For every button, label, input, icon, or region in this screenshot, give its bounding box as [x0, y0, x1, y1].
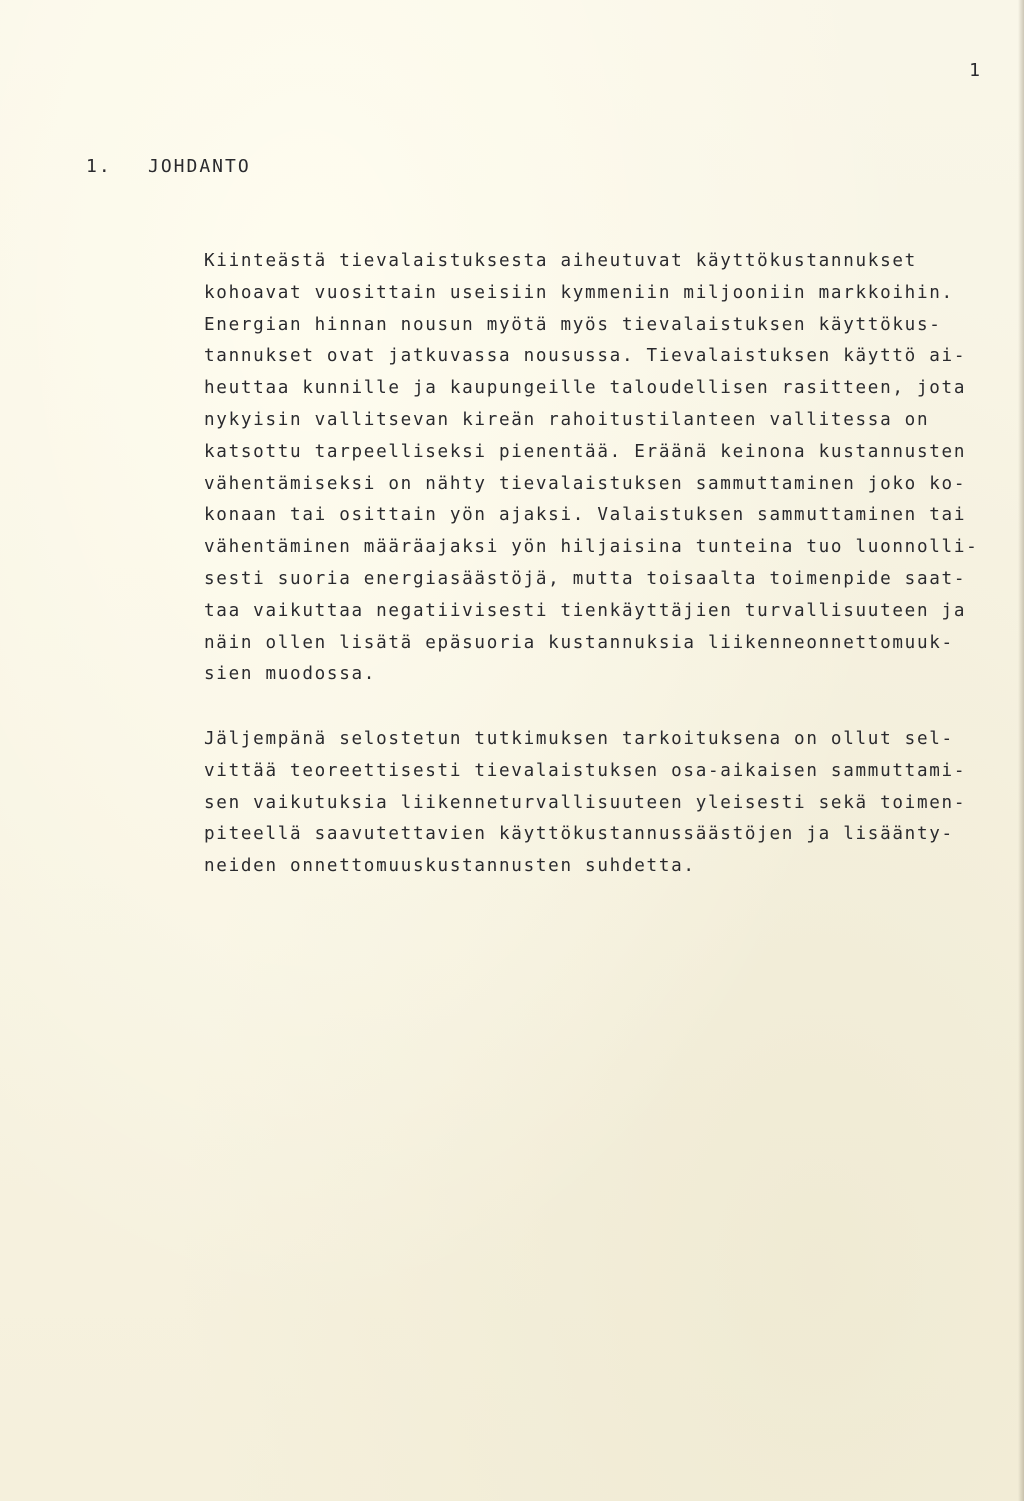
paragraph-line: kohoavat vuosittain useisiin kymmeniin miljooniin markkoihin. — [204, 282, 954, 303]
paragraph-1 — [204, 246, 1014, 691]
paragraph-line: taa vaikuttaa negatiivisesti tienkäyttäjien turvallisuuteen ja — [204, 600, 967, 621]
paragraph-line: vähentäminen määräajaksi yön hiljaisina tunteina tuo luonnolli- — [204, 537, 979, 558]
page-edge-shadow — [1018, 0, 1024, 1501]
paragraph-line: konaan tai osittain yön ajaksi. Valaistuksen sammuttaminen tai — [204, 505, 967, 526]
paragraph-line: Jäljempänä selostetun tutkimuksen tarkoituksena on ollut sel- — [204, 729, 954, 749]
section-title: JOHDANTO — [148, 156, 251, 177]
paragraph-line: sen vaikutuksia liikenneturvallisuuteen yleisesti sekä toimen- — [204, 792, 967, 813]
paragraph-line: näin ollen lisätä epäsuoria kustannuksia liikenneonnettomuuk- — [204, 632, 954, 653]
paragraph-line: heuttaa kunnille ja kaupungeille taloudellisen rasitteen, jota — [204, 378, 967, 399]
paragraph-line: tannukset ovat jatkuvassa nousussa. Tievalaistuksen käyttö ai- — [204, 346, 967, 367]
paragraph-line: sien muodossa. — [204, 664, 377, 685]
paragraph-line: nykyisin vallitsevan kireän rahoitustilanteen vallitessa on — [204, 409, 930, 430]
page-number: 1 — [969, 60, 981, 81]
paragraph-line: katsottu tarpeelliseksi pienentää. Eräänä keinona kustannusten — [204, 441, 967, 462]
paragraph-line: piteellä saavutettavien käyttökustannussäästöjen ja lisäänty- — [204, 824, 954, 845]
paragraph-line: neiden onnettomuuskustannusten suhdetta. — [204, 856, 696, 877]
paragraph-2 — [204, 724, 1014, 883]
section-number: 1. — [86, 156, 112, 177]
paragraph-line: vittää teoreettisesti tievalaistuksen osa-aikaisen sammuttami- — [204, 760, 967, 781]
paragraph-line: vähentämiseksi on nähty tievalaistuksen sammuttaminen joko ko- — [204, 473, 967, 494]
section-heading — [86, 156, 251, 177]
paragraph-line: sesti suoria energiasäästöjä, mutta toisaalta toimenpide saat- — [204, 568, 967, 589]
paragraph-line: Energian hinnan nousun myötä myös tievalaistuksen käyttökus- — [204, 314, 942, 335]
paragraph-line: Kiinteästä tievalaistuksesta aiheutuvat käyttökustannukset — [204, 251, 917, 271]
